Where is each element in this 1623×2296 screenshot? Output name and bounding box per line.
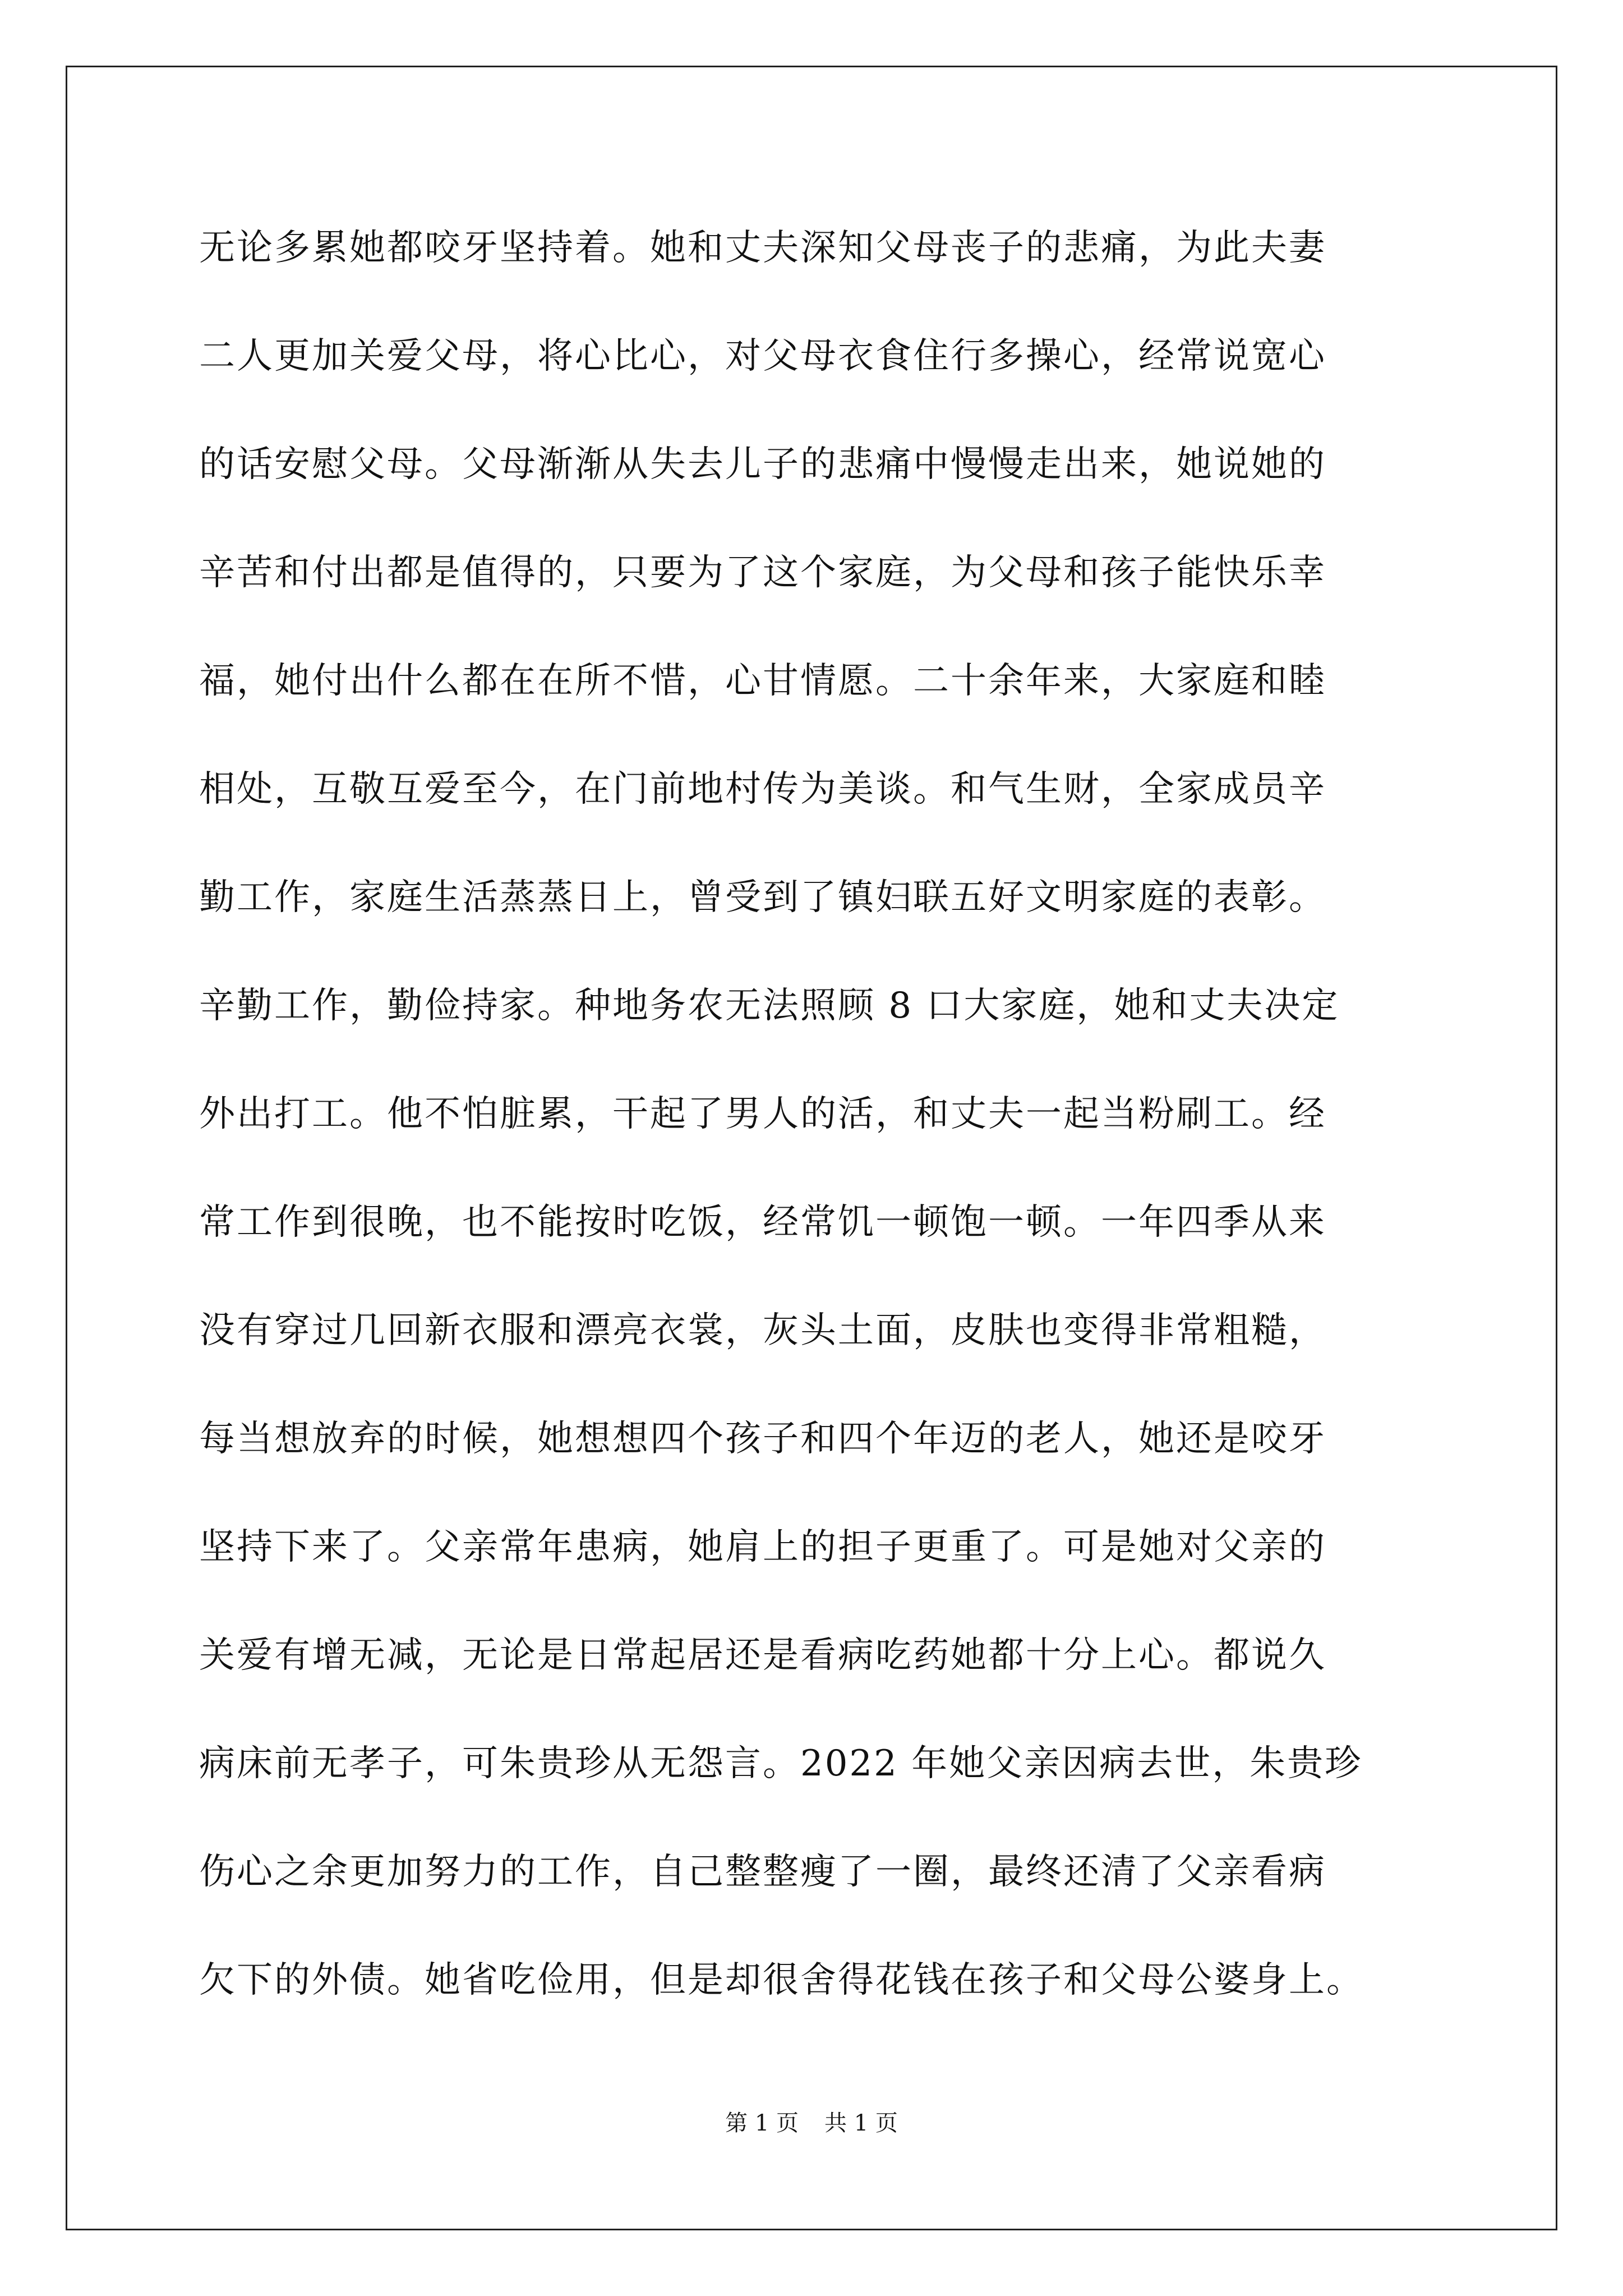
- text-line-5: 福，她付出什么都在在所不惜，心甘情愿。二十余年来，大家庭和睦: [199, 660, 1326, 702]
- text-line-17: 欠下的外债。她省吃俭用，但是却很舍得花钱在孩子和父母公婆身上。: [199, 1959, 1364, 2001]
- text-line-2: 二人更加关爱父母，将心比心，对父母衣食住行多操心，经常说宽心: [199, 335, 1326, 377]
- text-line-13: 坚持下来了。父亲常年患病，她肩上的担子更重了。可是她对父亲的: [199, 1526, 1326, 1568]
- text-line-1: 无论多累她都咬牙坚持着。她和丈夫深知父母丧子的悲痛，为此夫妻: [199, 227, 1326, 269]
- text-line-4: 辛苦和付出都是值得的，只要为了这个家庭，为父母和孩子能快乐幸: [199, 552, 1326, 593]
- text-line-10: 常工作到很晚，也不能按时吃饭，经常饥一顿饱一顿。一年四季从来: [199, 1202, 1326, 1243]
- text-line-16: 伤心之余更加努力的工作，自己整整瘦了一圈，最终还清了父亲看病: [199, 1851, 1326, 1893]
- page-footer: [0, 2106, 1623, 2140]
- text-line-8: 辛勤工作，勤俭持家。种地务农无法照顾 8 口大家庭，她和丈夫决定: [199, 985, 1340, 1027]
- text-line-12: 每当想放弃的时候，她想想四个孩子和四个年迈的老人，她还是咬牙: [199, 1418, 1326, 1460]
- page-number: 第 1 页: [725, 2110, 799, 2136]
- text-line-11: 没有穿过几回新衣服和漂亮衣裳，灰头土面，皮肤也变得非常粗糙，: [199, 1310, 1326, 1351]
- text-line-6: 相处，互敬互爱至今，在门前地村传为美谈。和气生财，全家成员辛: [199, 769, 1326, 810]
- text-line-15: 病床前无孝子，可朱贵珍从无怨言。2022 年她父亲因病去世，朱贵珍: [199, 1743, 1363, 1784]
- text-line-14: 关爱有增无减，无论是日常起居还是看病吃药她都十分上心。都说久: [199, 1635, 1326, 1676]
- page-total: 共 1 页: [824, 2110, 898, 2136]
- body-text: [199, 214, 1444, 2055]
- text-line-3: 的话安慰父母。父母渐渐从失去儿子的悲痛中慢慢走出来，她说她的: [199, 444, 1326, 485]
- text-line-7: 勤工作，家庭生活蒸蒸日上，曾受到了镇妇联五好文明家庭的表彰。: [199, 877, 1326, 918]
- text-line-9: 外出打工。他不怕脏累，干起了男人的活，和丈夫一起当粉刷工。经: [199, 1093, 1326, 1135]
